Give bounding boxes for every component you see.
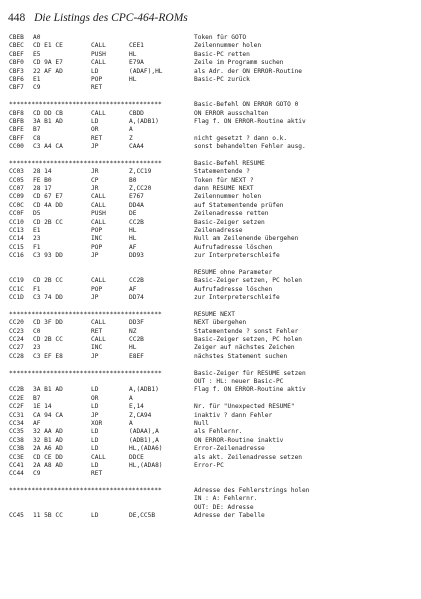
operand: DD4A — [129, 201, 144, 209]
comment: zur Interpreterschleife — [194, 252, 280, 260]
mnemonic: JR — [91, 168, 99, 176]
opcode-bytes: CD 9A E7 — [33, 59, 63, 67]
comment: ON ERROR ausschalten — [194, 109, 269, 117]
mnemonic: INC — [91, 235, 103, 243]
address: CC13 — [9, 226, 24, 234]
opcode-bytes: CD E1 CE — [33, 42, 63, 50]
operand: DDCE — [129, 453, 144, 461]
comment: als Fehlernr. — [194, 428, 243, 436]
opcode-bytes: C3 74 DD — [33, 294, 63, 302]
operand: E767 — [129, 193, 144, 201]
opcode-bytes: F1 — [33, 243, 41, 251]
comment: inaktiv ? dann Fehler — [194, 411, 273, 419]
address: CBF6 — [9, 75, 24, 83]
operand: HL,(ADA8) — [129, 461, 163, 469]
operand: CAA4 — [129, 143, 144, 151]
opcode-bytes: CD 67 E7 — [33, 193, 63, 201]
opcode-bytes: C9 — [33, 84, 41, 92]
address: CC41 — [9, 461, 24, 469]
comment: sonst behandelten Fehler ausg. — [194, 143, 306, 151]
address: CC15 — [9, 243, 24, 251]
operand: CC2B — [129, 218, 144, 226]
address: CC31 — [9, 411, 24, 419]
mnemonic: CALL — [91, 59, 106, 67]
operand: Z,CA94 — [129, 411, 152, 419]
comment: ON ERROR-Routine inaktiv — [194, 436, 284, 444]
mnemonic: CALL — [91, 109, 106, 117]
comment: Nr. für "Unexpected RESUME" — [194, 403, 295, 411]
opcode-bytes: 23 — [33, 344, 41, 352]
address: CC24 — [9, 336, 24, 344]
comment: Flag f. ON ERROR-Routine aktiv — [194, 386, 306, 394]
operand: HL,(ADA6) — [129, 445, 163, 453]
address: CC35 — [9, 428, 24, 436]
comment: Zeilennummer holen — [194, 193, 262, 201]
comment: Zeiger auf nächstes Zeichen — [194, 344, 295, 352]
operand: (ADAA),A — [129, 428, 159, 436]
comment: Aufrufadresse löschen — [194, 243, 273, 251]
operand: NZ — [129, 327, 137, 335]
opcode-bytes: C3 93 DD — [33, 252, 63, 260]
opcode-bytes: 28 14 — [33, 168, 52, 176]
mnemonic: LD — [91, 117, 99, 125]
mnemonic: CALL — [91, 453, 106, 461]
address: CBEB — [9, 34, 24, 41]
mnemonic: LD — [91, 67, 99, 75]
opcode-bytes: 32 B1 AD — [33, 436, 63, 444]
opcode-bytes: C3 EF E8 — [33, 352, 63, 360]
comment: Null — [194, 419, 209, 427]
opcode-bytes: E1 — [33, 75, 41, 83]
page-header — [8, 12, 188, 24]
address: CBF3 — [9, 67, 24, 75]
opcode-bytes: 28 17 — [33, 185, 52, 193]
operand: A — [129, 394, 133, 402]
address: CC0C — [9, 201, 24, 209]
comment: dann RESUME NEXT — [194, 185, 254, 193]
comment: Zeile im Programm suchen — [194, 59, 284, 67]
section-heading: OUT: DE: Adresse — [194, 503, 254, 511]
section-heading: Basic-Zeiger für RESUME setzen — [194, 369, 306, 377]
comment: Basic-Zeiger setzen, PC holen — [194, 277, 303, 285]
mnemonic: JP — [91, 294, 99, 302]
operand: E79A — [129, 59, 144, 67]
address: CC27 — [9, 344, 24, 352]
mnemonic: CALL — [91, 336, 106, 344]
mnemonic: PUSH — [91, 50, 106, 58]
mnemonic: LD — [91, 428, 99, 436]
address: CC45 — [9, 512, 24, 520]
operand: DE — [129, 210, 137, 218]
opcode-bytes: CA 94 CA — [33, 411, 63, 419]
mnemonic: RET — [91, 134, 103, 142]
comment: Token für GOTO — [194, 34, 247, 41]
comment: als akt. Zeilenadresse setzen — [194, 453, 303, 461]
mnemonic: CP — [91, 176, 99, 184]
separator-stars: ***************************************** — [9, 159, 162, 167]
opcode-bytes: FE B0 — [33, 176, 52, 184]
mnemonic: RET — [91, 327, 103, 335]
operand: DE,CC5B — [129, 512, 156, 520]
opcode-bytes: 1E 14 — [33, 403, 52, 411]
operand: HL — [129, 75, 137, 83]
operand: Z — [129, 134, 133, 142]
mnemonic: JP — [91, 352, 99, 360]
mnemonic: RET — [91, 84, 103, 92]
mnemonic: POP — [91, 226, 103, 234]
section-heading: RESUME NEXT — [194, 310, 235, 318]
comment: NEXT übergehen — [194, 319, 247, 327]
opcode-bytes: B7 — [33, 126, 41, 134]
comment: Basic-Zeiger setzen, PC holen — [194, 336, 303, 344]
operand: HL — [129, 235, 137, 243]
operand: CBDD — [129, 109, 144, 117]
opcode-bytes: B7 — [33, 394, 41, 402]
page-title: Die Listings des CPC-464-ROMs — [34, 12, 188, 24]
address: CBFE — [9, 126, 24, 134]
comment: Flag f. ON ERROR-Routine aktiv — [194, 117, 306, 125]
mnemonic: JP — [91, 143, 99, 151]
opcode-bytes: CD 2B CC — [33, 336, 63, 344]
section-heading: RESUME ohne Parameter — [194, 268, 273, 276]
address: CC3E — [9, 453, 24, 461]
opcode-bytes: AF — [33, 419, 41, 427]
operand: (ADAF),HL — [129, 67, 163, 75]
address: CC10 — [9, 218, 24, 226]
address: CBEF — [9, 50, 24, 58]
opcode-bytes: CD 2B CC — [33, 277, 63, 285]
mnemonic: POP — [91, 243, 103, 251]
operand: HL — [129, 344, 137, 352]
opcode-bytes: CD CE DD — [33, 453, 63, 461]
operand: HL — [129, 226, 137, 234]
opcode-bytes: C3 A4 CA — [33, 143, 63, 151]
address: CC16 — [9, 252, 24, 260]
mnemonic: CALL — [91, 319, 106, 327]
mnemonic: JR — [91, 185, 99, 193]
mnemonic: CALL — [91, 42, 106, 50]
operand: AF — [129, 243, 137, 251]
opcode-bytes: 11 5B CC — [33, 512, 63, 520]
address: CC2E — [9, 394, 24, 402]
address: CC14 — [9, 235, 24, 243]
mnemonic: CALL — [91, 193, 106, 201]
address: CC1C — [9, 285, 24, 293]
opcode-bytes: F1 — [33, 285, 41, 293]
separator-stars: ***************************************** — [9, 310, 162, 318]
opcode-bytes: C9 — [33, 470, 41, 478]
operand: A,(ADB1) — [129, 117, 159, 125]
address: CC03 — [9, 168, 24, 176]
address: CC2B — [9, 386, 24, 394]
address: CC05 — [9, 176, 24, 184]
mnemonic: CALL — [91, 201, 106, 209]
address: CC34 — [9, 419, 24, 427]
mnemonic: LD — [91, 386, 99, 394]
address: CC28 — [9, 352, 24, 360]
address: CBF7 — [9, 84, 24, 92]
mnemonic: LD — [91, 445, 99, 453]
section-heading: IN : A: Fehlernr. — [194, 495, 258, 503]
comment: auf Statementende prüfen — [194, 201, 284, 209]
opcode-bytes: 2A A6 AD — [33, 445, 63, 453]
mnemonic: POP — [91, 285, 103, 293]
address: CBF0 — [9, 59, 24, 67]
address: CC09 — [9, 193, 24, 201]
comment: Zeilenadresse — [194, 226, 243, 234]
opcode-bytes: 3A B1 AD — [33, 117, 63, 125]
mnemonic: RET — [91, 470, 103, 478]
comment: Basic-PC zurück — [194, 75, 250, 83]
opcode-bytes: E1 — [33, 226, 41, 234]
address: CBEC — [9, 42, 24, 50]
comment: Token für NEXT ? — [194, 176, 254, 184]
separator-stars: ***************************************** — [9, 101, 162, 109]
opcode-bytes: E5 — [33, 50, 41, 58]
address: CC0F — [9, 210, 24, 218]
operand: B0 — [129, 176, 137, 184]
mnemonic: LD — [91, 403, 99, 411]
opcode-bytes: D5 — [33, 210, 41, 218]
operand: Z,CC19 — [129, 168, 152, 176]
opcode-bytes: 2A A8 AD — [33, 461, 63, 469]
mnemonic: LD — [91, 512, 99, 520]
operand: CEE1 — [129, 42, 144, 50]
comment: Error-Zeilenadresse — [194, 445, 265, 453]
operand: Z,CC20 — [129, 185, 152, 193]
comment: nicht gesetzt ? dann o.k. — [194, 134, 288, 142]
page-number: 448 — [8, 12, 26, 24]
opcode-bytes: 23 — [33, 235, 41, 243]
comment: Statementende ? — [194, 168, 250, 176]
opcode-bytes: 3A B1 AD — [33, 386, 63, 394]
opcode-bytes: A0 — [33, 34, 41, 41]
comment: Zeilennummer holen — [194, 42, 262, 50]
mnemonic: LD — [91, 436, 99, 444]
mnemonic: PUSH — [91, 210, 106, 218]
mnemonic: CALL — [91, 277, 106, 285]
address: CC19 — [9, 277, 24, 285]
opcode-bytes: C8 — [33, 134, 41, 142]
mnemonic: OR — [91, 126, 99, 134]
comment: als Adr. der ON ERROR-Routine — [194, 67, 303, 75]
comment: nächstes Statement suchen — [194, 352, 288, 360]
mnemonic: JP — [91, 411, 99, 419]
address: CC00 — [9, 143, 24, 151]
comment: Error-PC — [194, 461, 224, 469]
section-heading: Basic-Befehl RESUME — [194, 159, 265, 167]
address: CC20 — [9, 319, 24, 327]
opcode-bytes: CD DD CB — [33, 109, 63, 117]
mnemonic: INC — [91, 344, 103, 352]
opcode-bytes: CD 2B CC — [33, 218, 63, 226]
opcode-bytes: 32 AA AD — [33, 428, 63, 436]
operand: E8EF — [129, 352, 144, 360]
opcode-bytes: C0 — [33, 327, 41, 335]
comment: Null am Zeilenende übergehen — [194, 235, 299, 243]
mnemonic: XOR — [91, 419, 103, 427]
address: CBF8 — [9, 109, 24, 117]
comment: Statementende ? sonst Fehler — [194, 327, 299, 335]
operand: DD3F — [129, 319, 144, 327]
opcode-bytes: CD 4A DD — [33, 201, 63, 209]
operand: HL — [129, 50, 137, 58]
address: CC1D — [9, 294, 24, 302]
separator-stars: ***************************************** — [9, 487, 162, 495]
address: CBFB — [9, 117, 24, 125]
address: CBFF — [9, 134, 24, 142]
operand: A — [129, 126, 133, 134]
comment: Basic-Zeiger setzen — [194, 218, 265, 226]
comment: Aufrufadresse löschen — [194, 285, 273, 293]
operand: A,(ADB1) — [129, 386, 159, 394]
comment: Basic-PC retten — [194, 50, 250, 58]
section-heading: Adresse des Fehlerstrings holen — [194, 487, 310, 495]
operand: AF — [129, 285, 137, 293]
operand: CC2B — [129, 336, 144, 344]
comment: Adresse der Tabelle — [194, 512, 265, 520]
mnemonic: OR — [91, 394, 99, 402]
mnemonic: POP — [91, 75, 103, 83]
comment: zur Interpreterschleife — [194, 294, 280, 302]
operand: A — [129, 419, 133, 427]
operand: DD74 — [129, 294, 144, 302]
operand: E,14 — [129, 403, 144, 411]
opcode-bytes: CD 3F DD — [33, 319, 63, 327]
mnemonic: LD — [91, 461, 99, 469]
address: CC44 — [9, 470, 24, 478]
mnemonic: CALL — [91, 218, 106, 226]
address: CC38 — [9, 436, 24, 444]
comment: Zeilenadresse retten — [194, 210, 269, 218]
address: CC07 — [9, 185, 24, 193]
address: CC3B — [9, 445, 24, 453]
opcode-bytes: 22 AF AD — [33, 67, 63, 75]
address: CC23 — [9, 327, 24, 335]
address: CC2F — [9, 403, 24, 411]
section-heading: Basic-Befehl ON ERROR GOTO 0 — [194, 101, 299, 109]
mnemonic: JP — [91, 252, 99, 260]
operand: CC2B — [129, 277, 144, 285]
separator-stars: ***************************************** — [9, 369, 162, 377]
section-heading: OUT : HL: neuer Basic-PC — [194, 378, 284, 386]
operand: DD93 — [129, 252, 144, 260]
operand: (ADB1),A — [129, 436, 159, 444]
